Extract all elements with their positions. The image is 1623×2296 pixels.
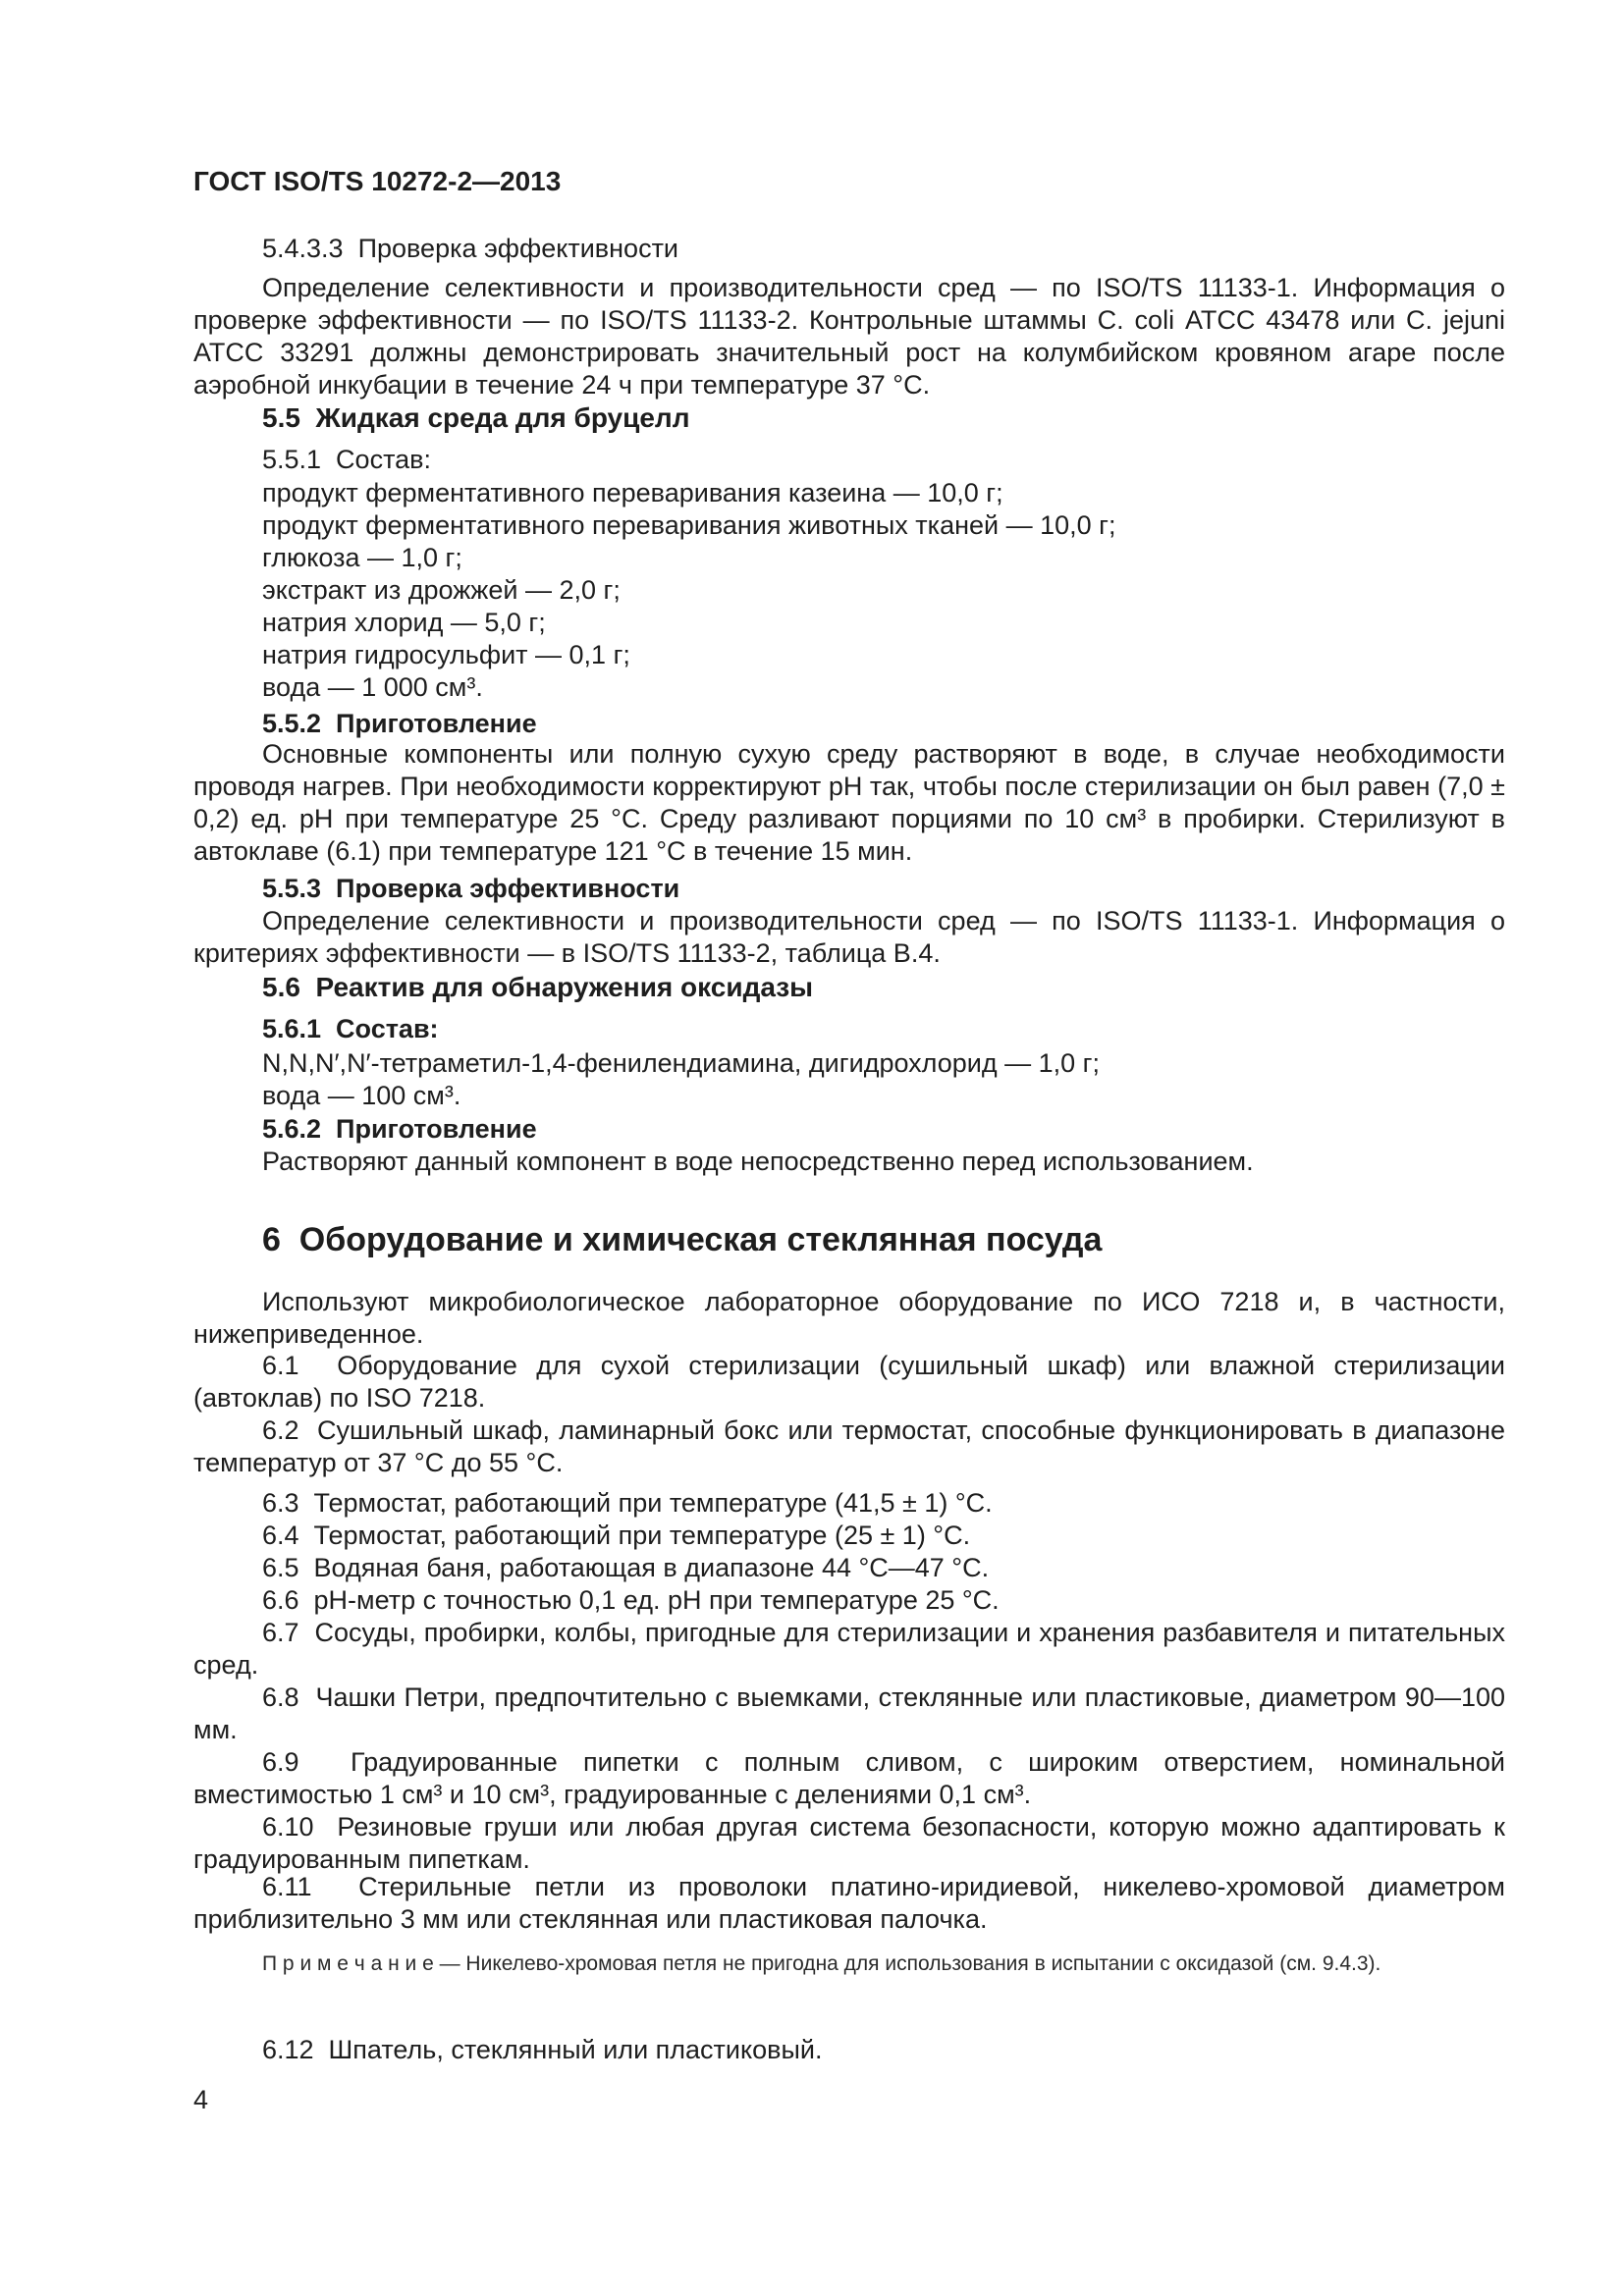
heading-5.5.3: 5.5.3 Проверка эффективности — [262, 874, 680, 903]
item-6.11: 6.11 Стерильные петли из проволоки платино-иридиевой, никелево-хромовой диаметром приблизительно 3 мм или стеклянная или пластиковая палочка. — [193, 1872, 1513, 1934]
composition-item: N,N,N′,N′-тетраметил-1,4-фенилендиамина, дигидрохлорид — 1,0 г; — [262, 1048, 1100, 1078]
heading-5.6.1: 5.6.1 Состав: — [262, 1014, 439, 1043]
composition-item: экстракт из дрожжей — 2,0 г; — [262, 575, 621, 605]
item-6.10: 6.10 Резиновые груши или любая другая система безопасности, которую можно адаптировать к градуированным пипеткам. — [193, 1812, 1513, 1874]
heading-6: 6 Оборудование и химическая стеклянная посуда — [262, 1221, 1103, 1258]
item-6.3: 6.3 Термостат, работающий при температуре (41,5 ± 1) °C. — [262, 1488, 993, 1518]
heading-5.6.2: 5.6.2 Приготовление — [262, 1114, 537, 1144]
item-6.2: 6.2 Сушильный шкаф, ламинарный бокс или термостат, способные функционировать в диапазоне температур от 37 °C до 55 °C. — [193, 1415, 1513, 1477]
heading-5.5: 5.5 Жидкая среда для бруцелл — [262, 402, 690, 433]
heading-5.5.1: 5.5.1 Состав: — [262, 445, 431, 474]
note: П р и м е ч а н и е — Никелево-хромовая петля не пригодна для использования в испытании с оксидазой (см. 9.4.3). — [262, 1952, 1381, 1975]
paragraph-5.6.2: Растворяют данный компонент в воде непосредственно перед использованием. — [262, 1147, 1254, 1176]
item-6.7: 6.7 Сосуды, пробирки, колбы, пригодные для стерилизации и хранения разбавителя и питательных сред. — [193, 1618, 1513, 1680]
item-6.4: 6.4 Термостат, работающий при температуре (25 ± 1) °C. — [262, 1521, 971, 1550]
composition-item: натрия гидросульфит — 0,1 г; — [262, 640, 630, 669]
item-6.1: 6.1 Оборудование для сухой стерилизации (сушильный шкаф) или влажной стерилизации (автоклав) по ISO 7218. — [193, 1351, 1513, 1413]
item-6.8: 6.8 Чашки Петри, предпочтительно с выемками, стеклянные или пластиковые, диаметром 90—100 мм. — [193, 1682, 1513, 1744]
heading-5.6: 5.6 Реактив для обнаружения оксидазы — [262, 972, 814, 1002]
item-6.12: 6.12 Шпатель, стеклянный или пластиковый. — [262, 2035, 823, 2064]
document-header: ГОСТ ISO/TS 10272-2—2013 — [193, 166, 562, 196]
composition-item: вода — 1 000 см³. — [262, 672, 483, 702]
page-number: 4 — [193, 2085, 209, 2114]
composition-item: вода — 100 см³. — [262, 1081, 461, 1110]
item-6.9: 6.9 Градуированные пипетки с полным сливом, с широким отверстием, номинальной вместимостью 1 см³ и 10 см³, градуированные с делениями 0,1 см³. — [193, 1747, 1513, 1809]
paragraph-5.5.2: Основные компоненты или полную сухую среду растворяют в воде, в случае необходимости проводя нагрев. При необходимости корректируют pH так, чтобы после стерилизации он был равен (7,0 ± 0,2) ед. pH при температуре 25 °C. Среду разливают порциями по 10 см³ в пробирки. Стерилизуют в автоклаве (6.1) при температуре 121 °C в течение 15 мин. — [193, 739, 1513, 866]
composition-item: натрия хлорид — 5,0 г; — [262, 608, 546, 637]
paragraph-5.4.3.3: Определение селективности и производительности сред — по ISO/TS 11133-1. Информация о проверке эффективности — по ISO/TS 11133-2. Контрольные штаммы C. coli АТСС 43478 или C. jejuni АТСС 33291 должны демонстрировать значительный рост на колумбийском кровяном агаре после аэробной инкубации в течение 24 ч при температуре 37 °C. — [193, 273, 1513, 400]
composition-item: продукт ферментативного переваривания животных тканей — 10,0 г; — [262, 510, 1116, 540]
composition-item: продукт ферментативного переваривания казеина — 10,0 г; — [262, 478, 1003, 507]
paragraph-6-intro: Используют микробиологическое лабораторное оборудование по ИСО 7218 и, в частности, нижеприведенное. — [193, 1287, 1513, 1349]
item-6.6: 6.6 pH-метр с точностью 0,1 ед. pH при температуре 25 °C. — [262, 1585, 1000, 1615]
composition-item: глюкоза — 1,0 г; — [262, 543, 462, 572]
heading-5.4.3.3: 5.4.3.3 Проверка эффективности — [262, 234, 679, 263]
paragraph-5.5.3: Определение селективности и производительности сред — по ISO/TS 11133-1. Информация о критериях эффективности — в ISO/TS 11133-2, таблица В.4. — [193, 906, 1513, 968]
heading-5.5.2: 5.5.2 Приготовление — [262, 709, 537, 738]
item-6.5: 6.5 Водяная баня, работающая в диапазоне 44 °C—47 °C. — [262, 1553, 990, 1582]
